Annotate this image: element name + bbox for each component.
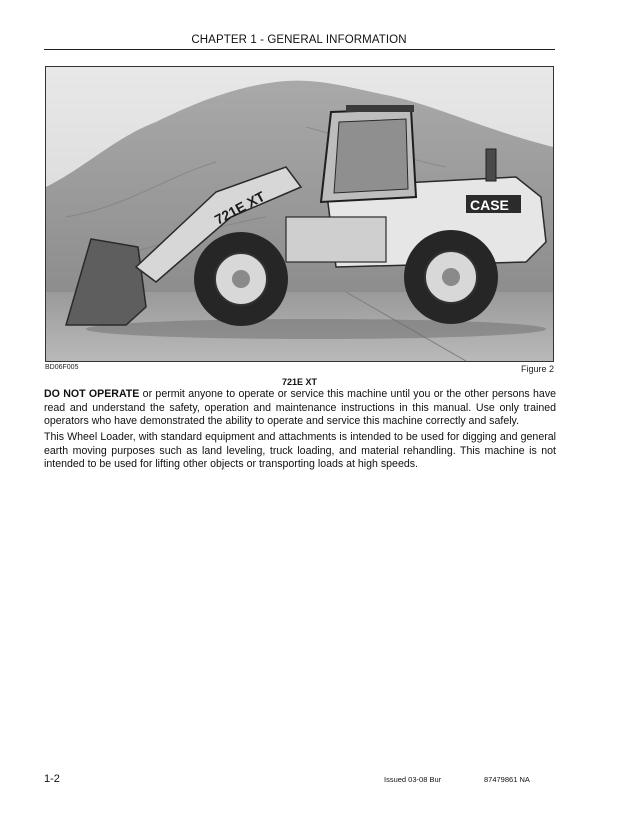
intended-use-paragraph: This Wheel Loader, with standard equipment and attachments is intended to be used for digging and general earth moving purposes such as land leveling, truck loading, and material rehandling. This machine is not intended to be used for lifting other objects or transporting loads at high speeds. [44, 431, 556, 470]
rear-wheel [404, 230, 498, 324]
wheel-loader-photo [45, 66, 554, 362]
safety-paragraph-text: or permit anyone to operate or service this machine until you or the other persons have read and understand the safety, operation and maintenance instructions in this manual. Use only trained operators who have demonstrated the ability to operate and service this machine correctly and safely. [44, 388, 557, 427]
front-wheel [194, 232, 288, 326]
machine-brand-decal: CASE [470, 197, 509, 213]
wheel-loader-illustration [46, 67, 553, 361]
issue-info: Issued 03-08 Bur [384, 775, 442, 784]
figure-caption: 721E XT [281, 377, 318, 387]
chapter-header: CHAPTER 1 - GENERAL INFORMATION [191, 34, 407, 46]
page-number: 1-2 [44, 773, 60, 785]
warning-lead: DO NOT OPERATE [44, 388, 140, 400]
machine-model-decal: 721E XT [211, 187, 268, 228]
safety-paragraph [44, 388, 556, 429]
header-rule [44, 49, 555, 50]
part-number: 87479861 NA [484, 775, 530, 784]
figure-number: Figure 2 [520, 364, 554, 374]
figure-reference-code: BD06F005 [45, 364, 79, 371]
